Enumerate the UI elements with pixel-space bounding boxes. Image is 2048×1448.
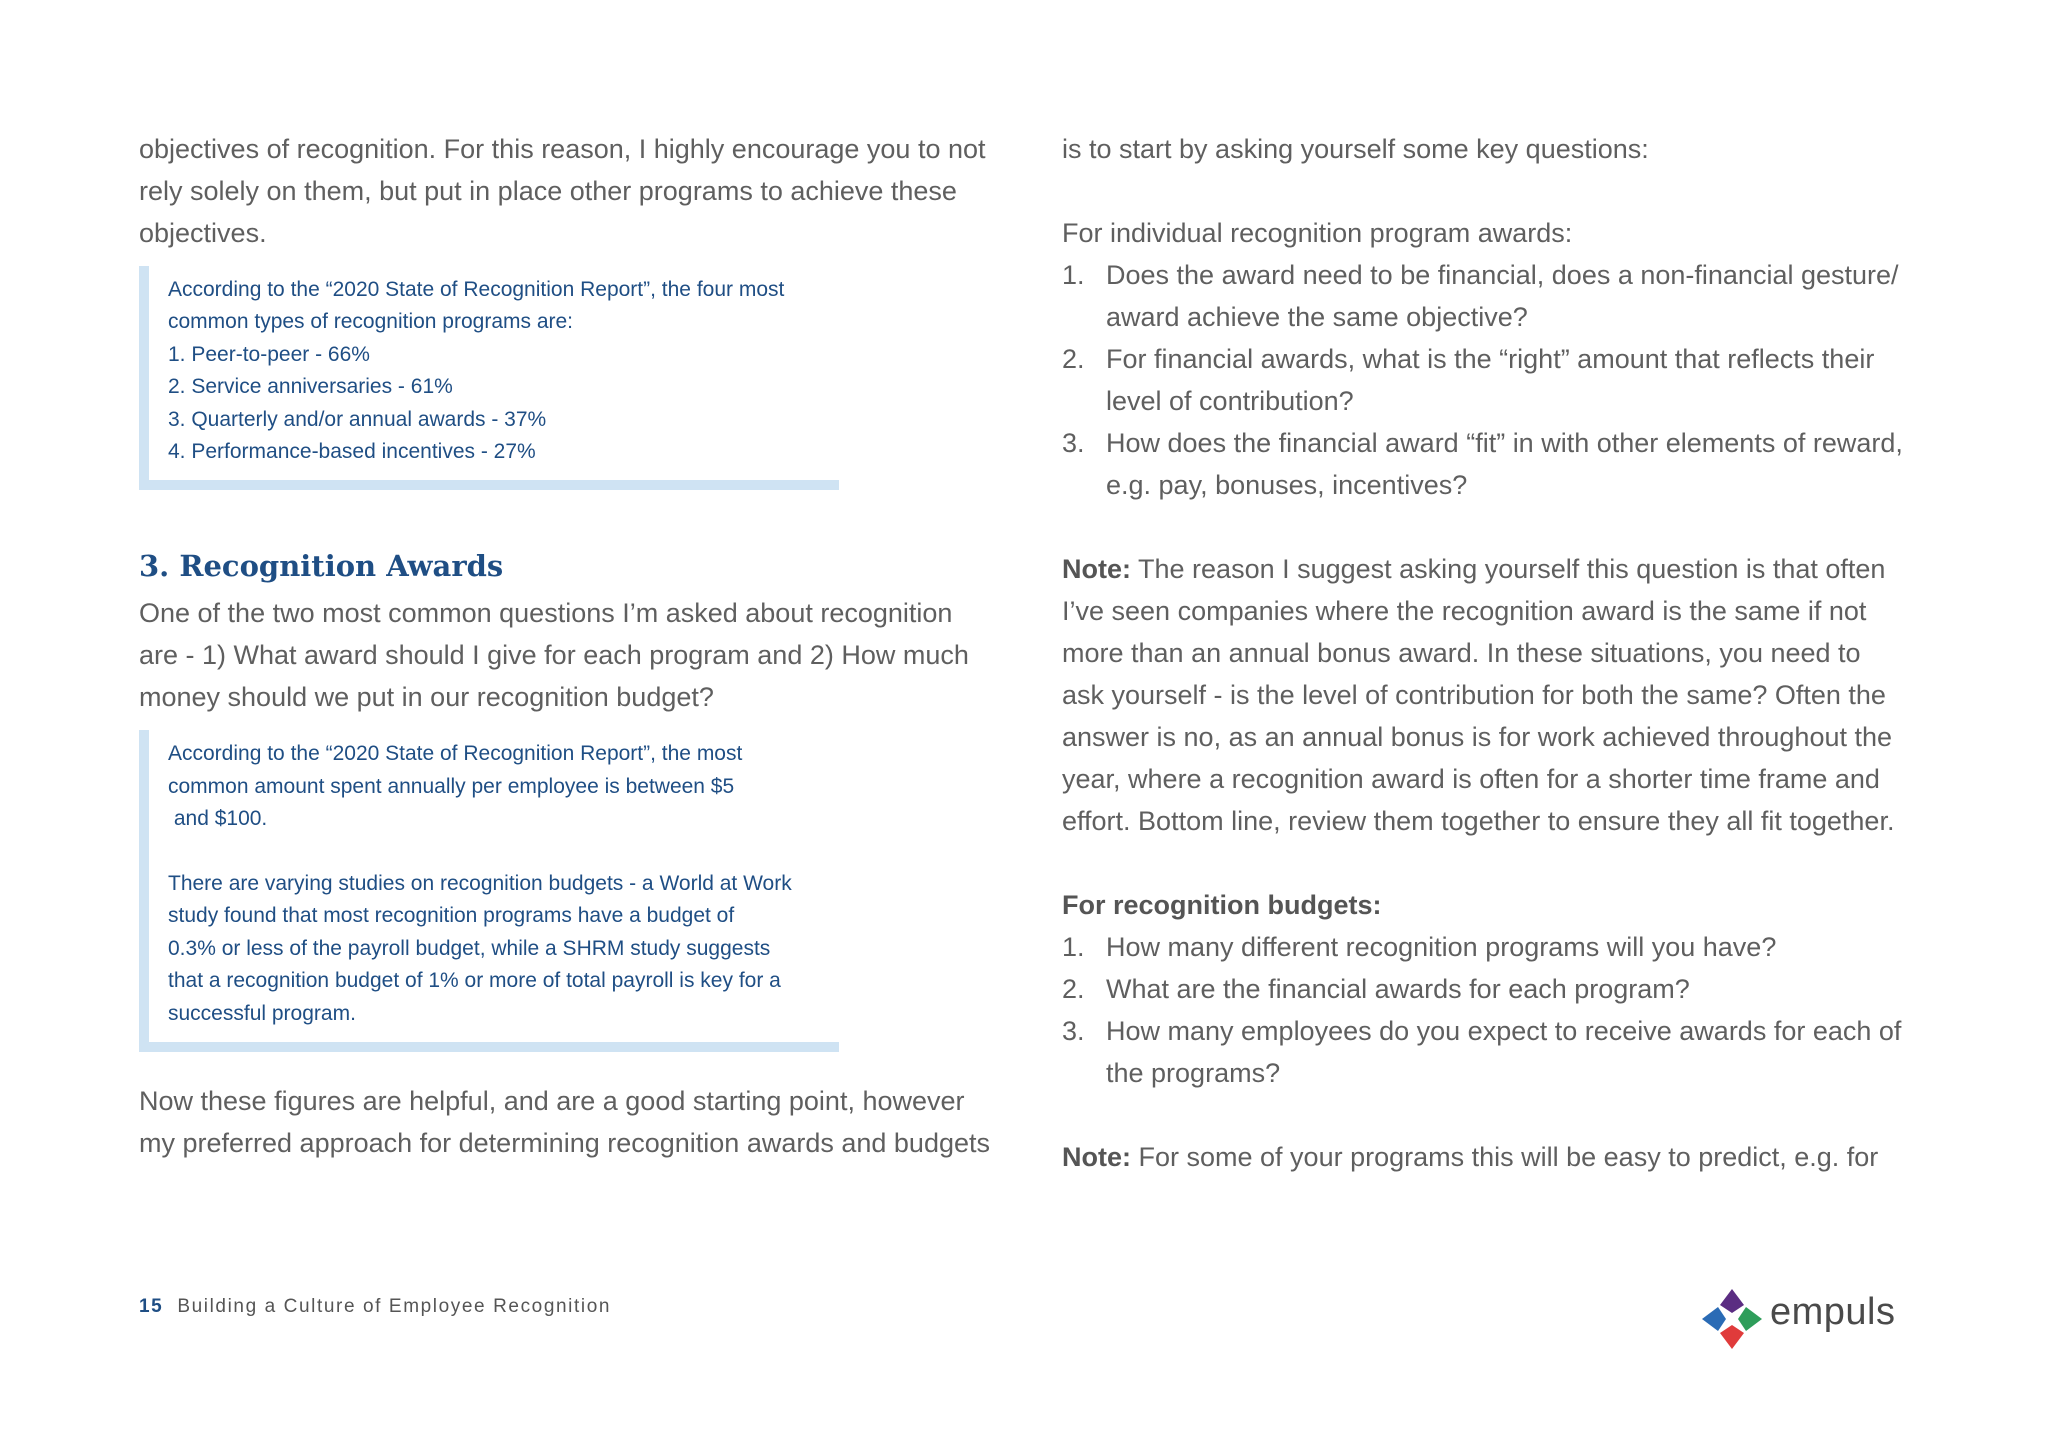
text-line: my preferred approach for determining recognition awards and budgets bbox=[139, 1128, 990, 1159]
note-label: Note: bbox=[1062, 554, 1131, 584]
text-line: How many different recognition programs will you have? bbox=[1106, 932, 1777, 962]
note-paragraph bbox=[1062, 548, 1922, 842]
page-number: 15 bbox=[139, 1296, 164, 1317]
note-text: For some of your programs this will be easy to predict, e.g. for bbox=[1131, 1142, 1879, 1172]
text-line: more than an annual bonus award. In these situations, you need to bbox=[1062, 638, 1861, 668]
text-line: level of contribution? bbox=[1106, 386, 1354, 416]
list-item bbox=[1062, 1010, 1922, 1094]
note-text: The reason I suggest asking yourself this question is that often bbox=[1131, 554, 1886, 584]
subheading: For recognition budgets: bbox=[1062, 890, 1382, 920]
text-line: One of the two most common questions I’m asked about recognition bbox=[139, 598, 953, 629]
text-line bbox=[1062, 548, 1922, 590]
text-line: are - 1) What award should I give for each program and 2) How much bbox=[139, 640, 969, 671]
spacer bbox=[1062, 170, 1922, 212]
callout-line: There are varying studies on recognition budgets - a World at Work bbox=[168, 872, 792, 896]
list-number: 3. bbox=[1062, 1016, 1085, 1046]
empuls-logo bbox=[1700, 1285, 1900, 1355]
list-number: 2. bbox=[1062, 974, 1085, 1004]
list-item bbox=[1062, 254, 1922, 338]
list-item bbox=[1062, 422, 1922, 506]
text-line: is to start by asking yourself some key questions: bbox=[1062, 134, 1649, 164]
spacer bbox=[1062, 1094, 1922, 1136]
text-line: effort. Bottom line, review them together to ensure they all fit together. bbox=[1062, 806, 1895, 836]
text-line: the programs? bbox=[1106, 1058, 1281, 1088]
subheading: For individual recognition program awards: bbox=[1062, 218, 1573, 248]
text-line: How does the financial award “fit” in with other elements of reward, bbox=[1106, 428, 1903, 458]
callout-line: 2. Service anniversaries - 61% bbox=[168, 375, 453, 399]
callout-line: 4. Performance-based incentives - 27% bbox=[168, 440, 536, 464]
section-heading: 3. Recognition Awards bbox=[139, 549, 504, 584]
text-line: Does the award need to be financial, does a non-financial gesture/ bbox=[1106, 260, 1899, 290]
text-line: e.g. pay, bonuses, incentives? bbox=[1106, 470, 1468, 500]
list-number: 3. bbox=[1062, 428, 1085, 458]
text-line: money should we put in our recognition budget? bbox=[139, 682, 714, 713]
intro-paragraph bbox=[139, 128, 1009, 254]
callout-spacer bbox=[168, 836, 839, 868]
text-line: I’ve seen companies where the recognition award is the same if not bbox=[1062, 596, 1867, 626]
list-item bbox=[1062, 926, 1922, 968]
callout-line: common types of recognition programs are: bbox=[168, 310, 574, 334]
callout-budget-stats bbox=[139, 730, 839, 1052]
text-line: rely solely on them, but put in place other programs to achieve these bbox=[139, 176, 957, 206]
spacer bbox=[1062, 842, 1922, 884]
callout-line: successful program. bbox=[168, 1001, 356, 1025]
text-line: award achieve the same objective? bbox=[1106, 302, 1528, 332]
callout-line: According to the “2020 State of Recognition Report”, the four most bbox=[168, 278, 785, 301]
callout-line: 3. Quarterly and/or annual awards - 37% bbox=[168, 407, 547, 431]
callout-line: According to the “2020 State of Recognition Report”, the most bbox=[168, 742, 743, 766]
callout-line: and $100. bbox=[168, 807, 268, 831]
questions-paragraph bbox=[139, 592, 1009, 718]
text-line: How many employees do you expect to receive awards for each of bbox=[1106, 1016, 1902, 1046]
list-item bbox=[1062, 338, 1922, 422]
text-line: For financial awards, what is the “right” amount that reflects their bbox=[1106, 344, 1875, 374]
callout-line: study found that most recognition programs have a budget of bbox=[168, 904, 735, 928]
note-paragraph bbox=[1062, 1136, 1922, 1178]
document-title: Building a Culture of Employee Recognition bbox=[177, 1296, 612, 1317]
text-line: ask yourself - is the level of contribution for both the same? Often the bbox=[1062, 680, 1886, 710]
text-line: What are the financial awards for each program? bbox=[1106, 974, 1690, 1004]
list-number: 2. bbox=[1062, 344, 1085, 374]
note-label: Note: bbox=[1062, 1142, 1131, 1172]
logo-text: empuls bbox=[1770, 1291, 1896, 1333]
left-column bbox=[139, 128, 1009, 1164]
right-column bbox=[1062, 128, 1922, 1178]
page-footer bbox=[139, 1296, 611, 1318]
closing-paragraph bbox=[139, 1080, 1009, 1164]
text-line: objectives of recognition. For this reason, I highly encourage you to not bbox=[139, 134, 986, 164]
spacer bbox=[1062, 506, 1922, 548]
text-line: answer is no, as an annual bonus is for work achieved throughout the bbox=[1062, 722, 1893, 752]
text-line: objectives. bbox=[139, 218, 267, 248]
list-number: 1. bbox=[1062, 932, 1085, 962]
text-line: year, where a recognition award is often for a shorter time frame and bbox=[1062, 764, 1880, 794]
callout-program-types bbox=[139, 266, 839, 490]
list-number: 1. bbox=[1062, 260, 1085, 290]
callout-line: common amount spent annually per employee is between $5 bbox=[168, 774, 735, 798]
text-line: Now these figures are helpful, and are a good starting point, however bbox=[139, 1086, 965, 1117]
callout-line: 1. Peer-to-peer - 66% bbox=[168, 342, 370, 366]
callout-line: that a recognition budget of 1% or more of total payroll is key for a bbox=[168, 969, 781, 993]
list-item bbox=[1062, 968, 1922, 1010]
logo-mark-icon bbox=[1700, 1287, 1764, 1351]
callout-line: 0.3% or less of the payroll budget, while a SHRM study suggests bbox=[168, 936, 771, 960]
